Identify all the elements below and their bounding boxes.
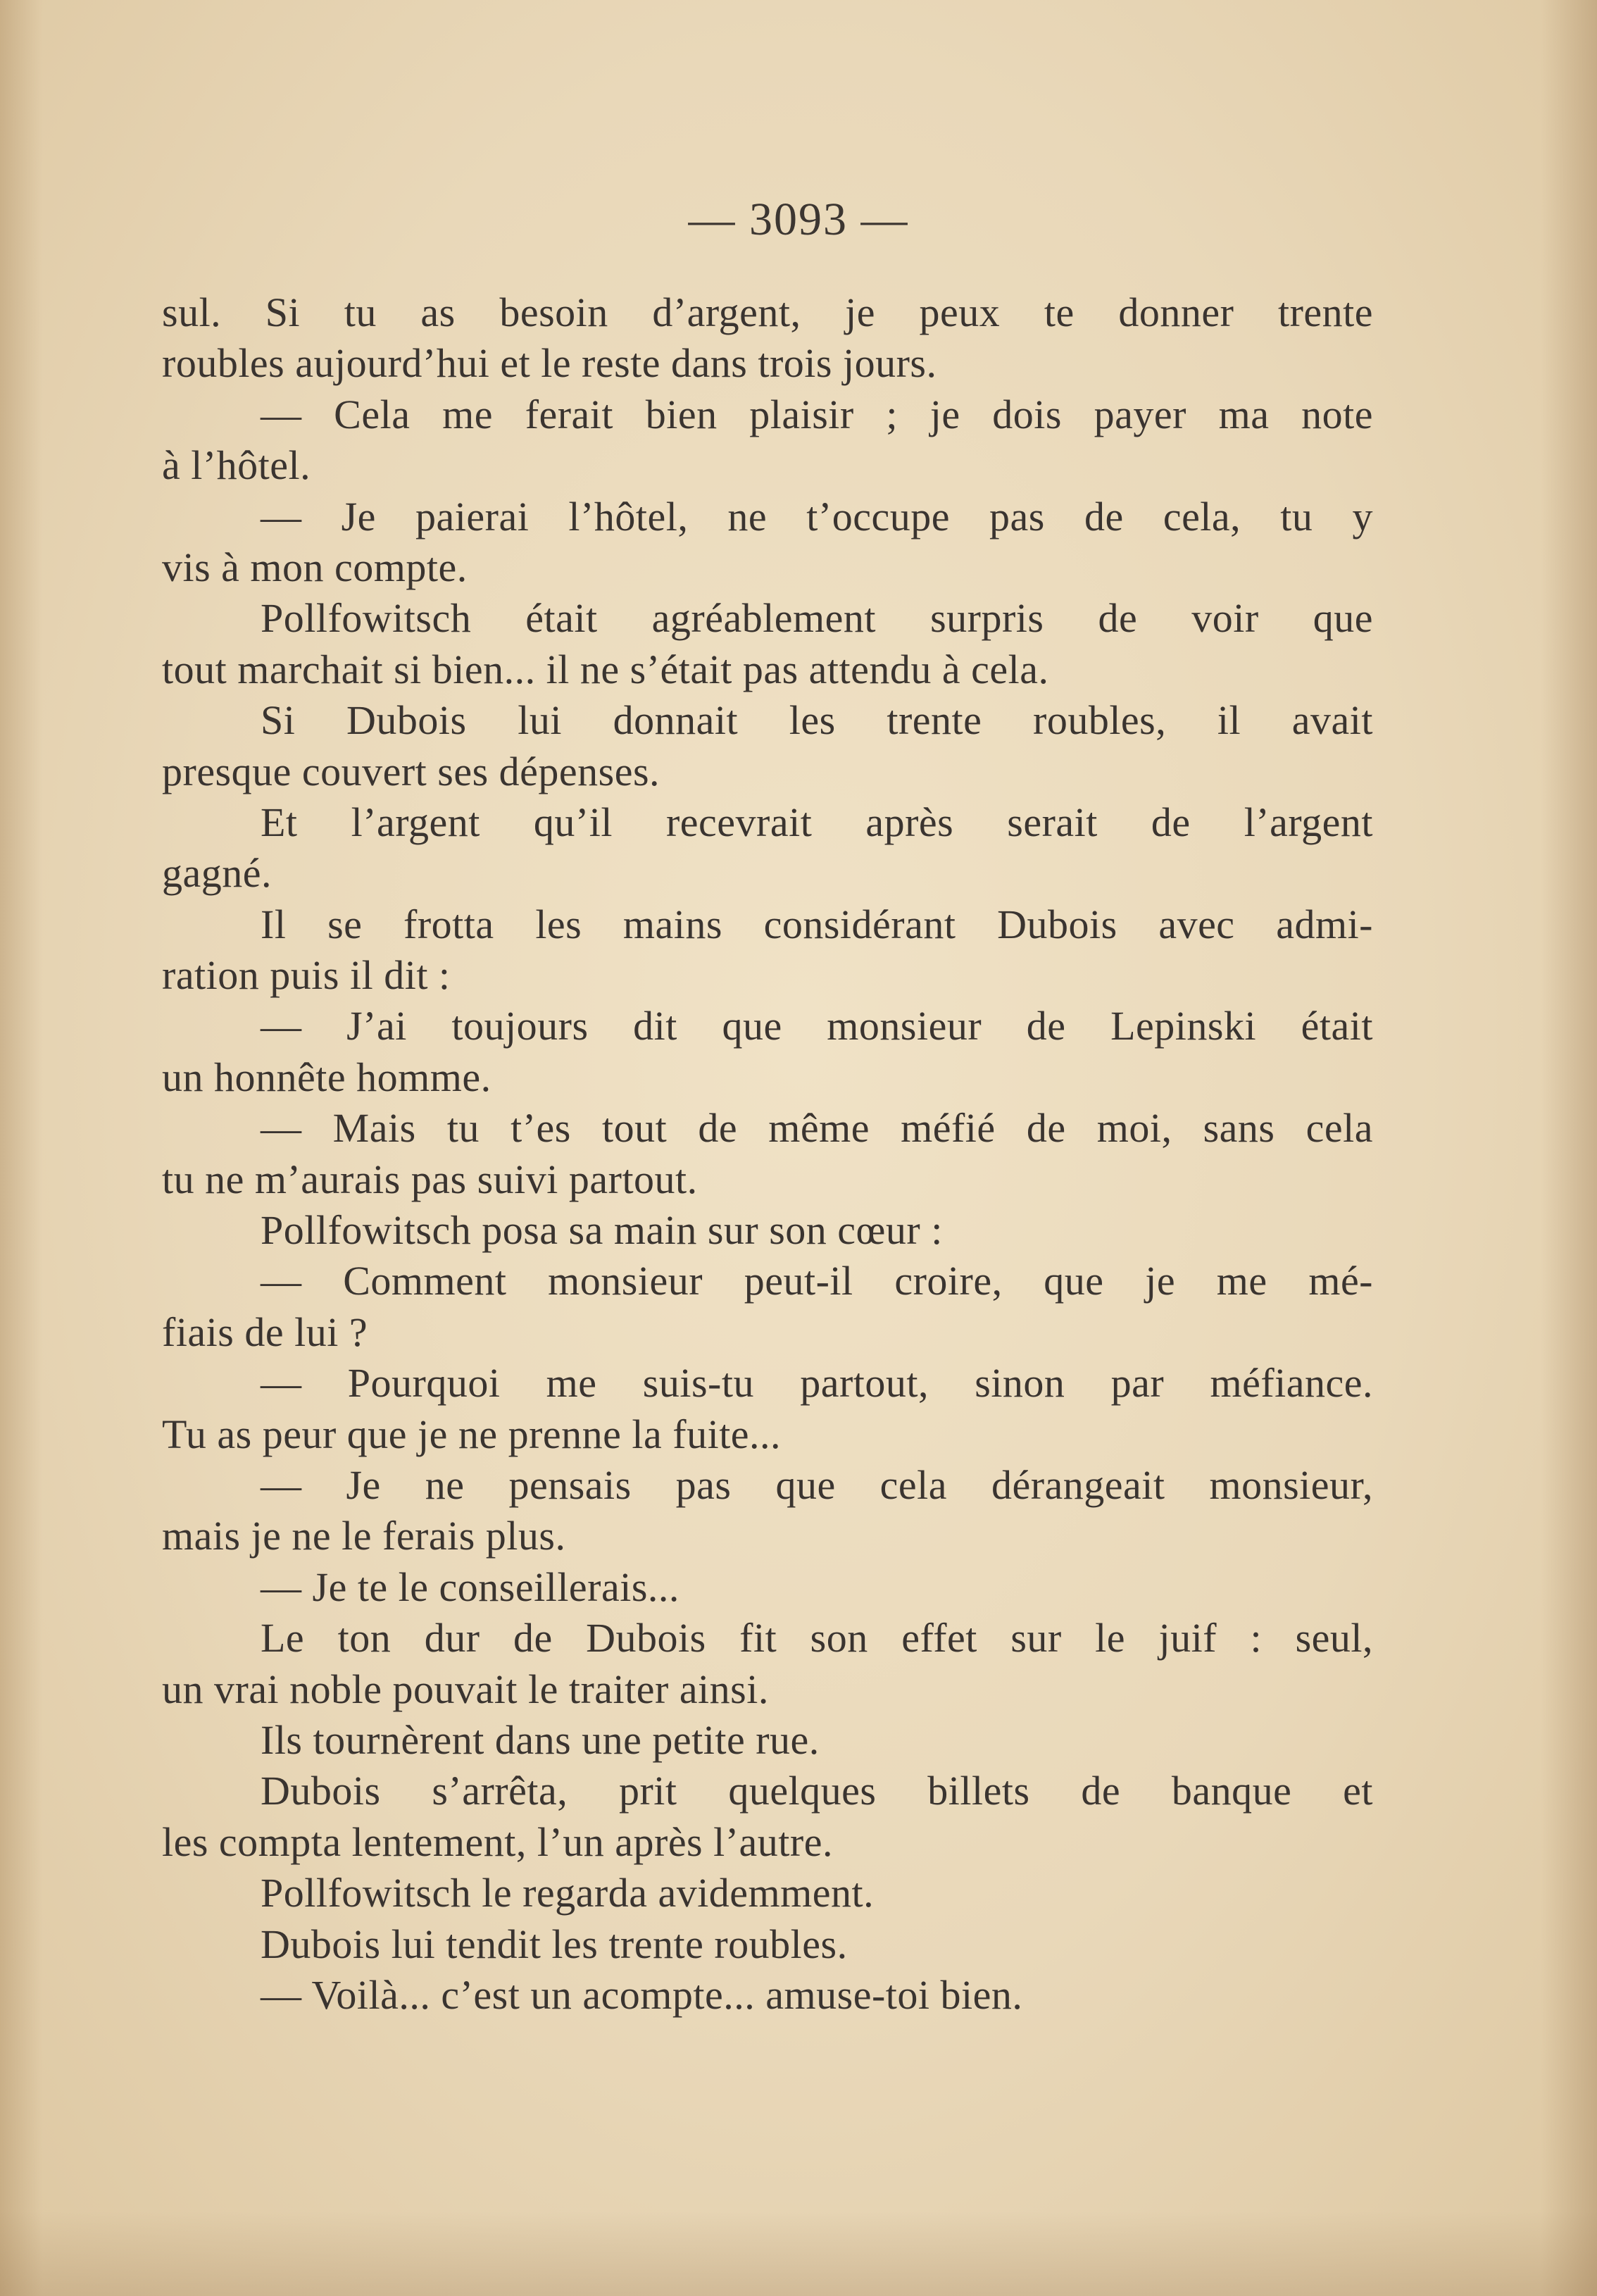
- text-line: — Voilà... c’est un acompte... amuse-toi bien.: [261, 1971, 1023, 2018]
- text-line: Dubois lui tendit les trente roubles.: [261, 1921, 848, 1967]
- text-line: — Pourquoi me suis-tu partout, sinon par méfiance.: [261, 1360, 1373, 1406]
- body-text: [162, 287, 1373, 2021]
- text-line: — Je paierai l’hôtel, ne t’occupe pas de cela, tu y: [261, 493, 1373, 539]
- text-line: Pollfowitsch posa sa main sur son cœur :: [261, 1207, 943, 1254]
- text-line: tout marchait si bien... il ne s’était pas attendu à cela.: [162, 646, 1049, 692]
- text-line: roubles aujourd’hui et le reste dans trois jours.: [162, 340, 937, 387]
- text-line: Ils tournèrent dans une petite rue.: [261, 1716, 820, 1763]
- text-line: Le ton dur de Dubois fit son effet sur le juif : seul,: [261, 1615, 1373, 1661]
- text-line: — Mais tu t’es tout de même méfié de moi, sans cela: [261, 1105, 1373, 1152]
- text-line: — Je ne pensais pas que cela dérangeait monsieur,: [261, 1461, 1373, 1508]
- page-edge-shadow-left: [0, 0, 42, 2296]
- text-line: mais je ne le ferais plus.: [162, 1513, 566, 1559]
- text-line: — J’ai toujours dit que monsieur de Lepinski était: [261, 1003, 1373, 1049]
- text-line: Pollfowitsch était agréablement surpris de voir que: [261, 595, 1373, 642]
- text-line: fiais de lui ?: [162, 1309, 368, 1355]
- text-line: — Comment monsieur peut-il croire, que je me mé-: [261, 1258, 1373, 1304]
- text-line: Il se frotta les mains considérant Dubois avec admi-: [261, 901, 1373, 947]
- text-line: gagné.: [162, 850, 272, 897]
- text-line: un vrai noble pouvait le traiter ainsi.: [162, 1666, 769, 1712]
- page-number: — 3093 —: [688, 194, 909, 245]
- page-edge-shadow-right: [1541, 0, 1597, 2296]
- text-line: sul. Si tu as besoin d’argent, je peux te donner trente: [162, 289, 1373, 335]
- text-line: les compta lentement, l’un après l’autre.: [162, 1818, 833, 1865]
- text-line: ration puis il dit :: [162, 952, 451, 999]
- text-line: — Cela me ferait bien plaisir ; je dois payer ma note: [261, 391, 1373, 437]
- text-line: Et l’argent qu’il recevrait après serait de l’argent: [261, 799, 1373, 845]
- text-line: Pollfowitsch le regarda avidemment.: [261, 1870, 875, 1916]
- text-line: à l’hôtel.: [162, 442, 311, 489]
- text-line: Si Dubois lui donnait les trente roubles, il avait: [261, 697, 1373, 744]
- text-line: presque couvert ses dépenses.: [162, 748, 660, 794]
- text-line: — Je te le conseillerais...: [261, 1564, 679, 1610]
- text-line: un honnête homme.: [162, 1054, 491, 1100]
- text-line: Dubois s’arrêta, prit quelques billets de banque et: [261, 1768, 1373, 1814]
- text-line: vis à mon compte.: [162, 544, 468, 590]
- text-line: tu ne m’aurais pas suivi partout.: [162, 1156, 698, 1202]
- page-edge-shadow-bottom: [0, 2211, 1597, 2296]
- text-line: Tu as peur que je ne prenne la fuite...: [162, 1411, 782, 1457]
